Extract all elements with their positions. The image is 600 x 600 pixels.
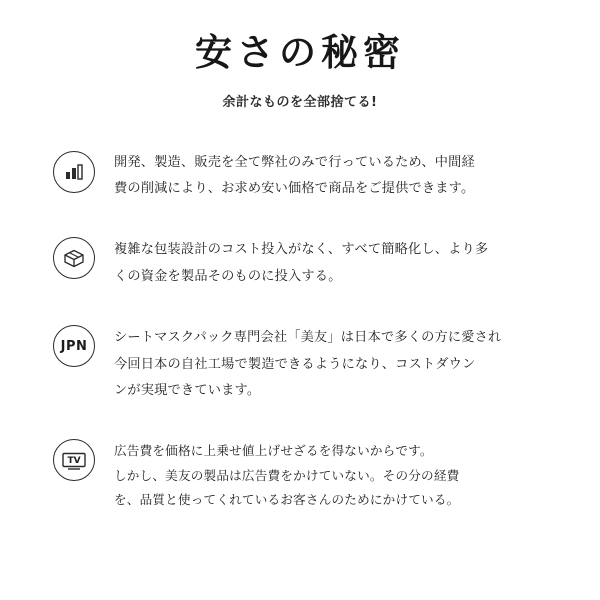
icon-wrap (52, 438, 96, 482)
icon-wrap (52, 150, 96, 194)
list-item-text (114, 438, 459, 513)
icon-wrap (52, 324, 96, 368)
list-item-line: 今回日本の自社工場で製造できるようになり、コストダウン (114, 356, 476, 372)
list-item-line: 費の削減により、お求め安い価格で商品をご提供できます。 (114, 180, 475, 196)
jpn-badge-icon (53, 325, 95, 367)
header (0, 0, 600, 110)
list-item-line: しかし、美友の製品は広告費をかけていない。その分の経費 (114, 467, 460, 483)
package-box-icon (53, 237, 95, 279)
page-subtitle: 余計なものを全部捨てる! (222, 94, 378, 110)
list-item-line: シートマスクパック専門会社「美友」は日本で多くの方に愛され (114, 330, 502, 346)
list-item-text (114, 236, 488, 290)
icon-wrap (52, 236, 96, 280)
list-item-line: 開発、製造、販売を全て弊社のみで行っているため、中間経 (114, 154, 475, 170)
list-item-text (114, 150, 475, 203)
page-title: 安さの秘密 (195, 31, 405, 74)
list-item-line: 広告費を価格に上乗せ値上げせざるを得ないからです。 (114, 443, 433, 459)
svg-text:TV: TV (67, 456, 81, 467)
list-item-line: ンが実現できています。 (114, 382, 261, 398)
bar-chart-icon (53, 151, 95, 193)
jpn-badge-label: JPN (60, 338, 88, 354)
list-item-line: を、品質と使ってくれているお客さんのためにかけている。 (114, 492, 460, 508)
list-item (52, 324, 556, 404)
list-item-text (114, 324, 501, 404)
tv-icon (53, 439, 95, 481)
list-item (52, 438, 556, 513)
list-item-line: くの資金を製品そのものに投入する。 (114, 268, 342, 284)
list-item (52, 236, 556, 290)
list-item-line: 複雑な包装設計のコスト投入がなく、すべて簡略化し、より多 (114, 242, 489, 258)
list-item (52, 150, 556, 203)
benefit-list (0, 150, 600, 513)
